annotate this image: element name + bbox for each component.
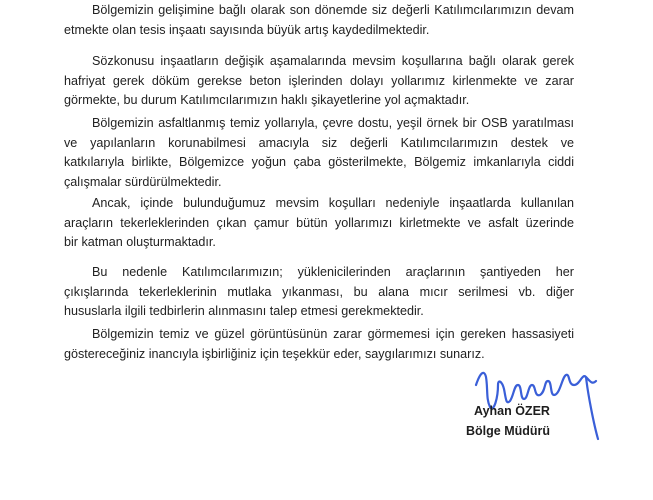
paragraph-line: Sözkonusu inşaatların değişik aşamalarında mevsim koşullarına bağlı olarak gerek: [92, 54, 574, 68]
paragraph-line: Bölgemizin temiz ve güzel görüntüsünün zarar görmemesi için gereken hassasiyeti: [92, 327, 574, 341]
paragraph-mud: [64, 194, 574, 253]
paragraph-line: çalışmalar sürdürülmektedir.: [64, 174, 222, 189]
paragraph-line: Bölgemizin asfaltlanmış temiz yollarıyla, çevre dostu, yeşil örnek bir OSB yaratılması: [92, 116, 574, 130]
paragraph-line: ve yapılanların korunabilmesi amacıyla siz değerli Katılımcılarımızın destek ve: [64, 135, 574, 150]
paragraph-line: görmekte, bu durum Katılımcılarımızın haklı şikayetlerine yol açmaktadır.: [64, 93, 470, 107]
paragraph-line: Ancak, içinde bulunduğumuz mevsim koşulları nedeniyle inşaatlarda kullanılan: [92, 196, 574, 210]
paragraph-line: çıkışlarında tekerleklerinin mutlaka yıkanması, bu alana mıcır serilmesi vb. diğer: [64, 284, 574, 299]
paragraph-green-osb: [64, 114, 574, 192]
paragraph-line: etmekte olan tesis inşaatı sayısında büyük artış kaydedilmektedir.: [64, 22, 430, 37]
paragraph-construction-damage: [64, 52, 574, 111]
paragraph-line: Bu nedenle Katılımcılarımızın; yüklenicilerinden araçlarının şantiyeden her: [92, 265, 574, 279]
paragraph-line: hususlarla ilgili tedbirlerin alınmasını talep etmesi gerekmektedir.: [64, 304, 424, 318]
paragraph-line: araçların tekerleklerinden çıkan çamur bütün yollarımızı kirletmekte ve asfalt üzerinde: [64, 215, 574, 230]
paragraph-line: bir katman oluşturmaktadır.: [64, 235, 216, 249]
signer-title: Bölge Müdürü: [466, 424, 551, 438]
paragraph-line: katkılarıyla birlikte, Bölgemizce yoğun çaba gösterilmekte, Bölgemiz imkanlarıyla ciddi: [64, 155, 574, 169]
paragraph-line: göstereceğiniz inancıyla işbirliğiniz için teşekkür eder, saygılarımızı sunarız.: [64, 346, 485, 361]
signer-name: Ayhan ÖZER: [474, 404, 550, 418]
paragraph-growth: [64, 1, 574, 40]
paragraph-line: hafriyat gerek döküm gerekse beton işlerinden dolayı yollarımız kirlenmekte ve zarar: [64, 73, 574, 88]
paragraph-line: Bölgemizin gelişimine bağlı olarak son dönemde siz değerli Katılımcılarımızın devam: [92, 3, 574, 17]
paragraph-request: [64, 263, 574, 322]
